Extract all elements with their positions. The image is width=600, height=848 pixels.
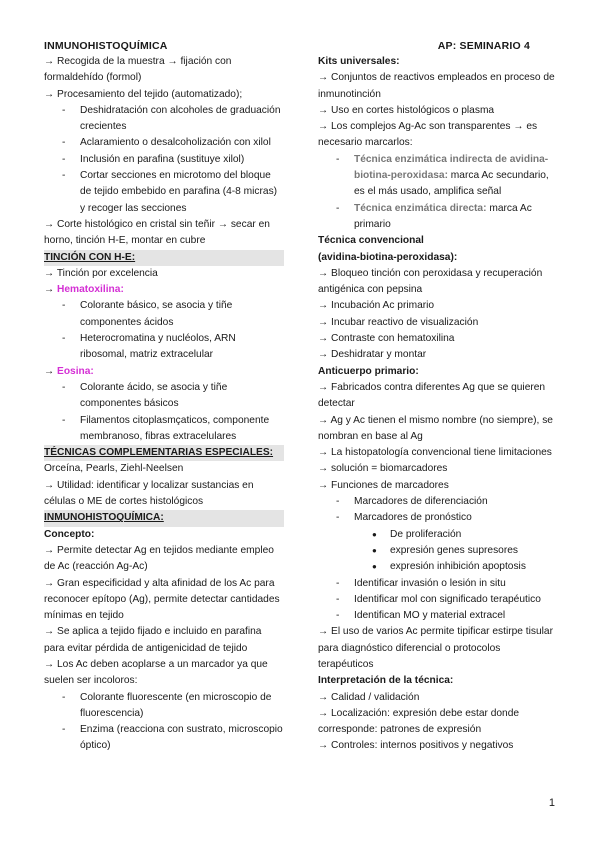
list-item: - Marcadores de pronóstico [318,510,558,526]
arrow-text: → [44,365,58,377]
conventional-subheading: (avidina-biotina-peroxidasa): [318,251,458,263]
list-item: - Identificar invasión o lesión in situ [318,576,558,592]
list-item: - Inclusión en parafina (sustituye xilol) [44,152,284,168]
technique-direct-text: marca Ac primario [354,202,532,230]
arrow-text: → [44,284,58,296]
list-item: - Enzima (reacciona con sustrato, microscopio óptico) [44,722,284,755]
paragraph-kits-3: → Los complejos Ag-Ac son transparentes → es necesario marcarlos: [318,121,538,149]
list-item [318,152,558,201]
paragraph-step: → Contraste con hematoxilina [318,333,455,345]
paragraph-antibody-5: → El uso de varios Ac permite tipificar estirpe tisular para diagnóstico diferencial o protocolos terapéuticos [318,626,553,670]
list-item [318,201,558,234]
paragraph-step: → Incubar reactivo de visualización [318,316,479,328]
paragraph-utility: → Utilidad: identificar y localizar sustancias en células o ME de cortes histológicos [44,479,254,508]
list-item: - Marcadores de diferenciación [318,494,558,510]
list-item: - Colorante ácido, se asocia y tiñe componentes básicos [44,380,284,413]
paragraph-step: → Bloqueo tinción con peroxidasa y recuperación antigénica con pepsina [318,267,543,296]
paragraph-concept-4: → Los Ac deben acoplarse a un marcador ya que suelen ser incoloros: [44,658,268,687]
paragraph-kits-2: → Uso en cortes histológicos o plasma [318,104,495,116]
paragraph-he: → Tinción por excelencia [44,267,158,279]
paragraph-concept-1: → Permite detectar Ag en tejidos mediante empleo de Ac (reacción Ag-Ac) [44,544,274,573]
section-heading-he: TINCIÓN CON H-E: [44,250,284,266]
paragraph-interp-2: → Localización: expresión debe estar donde corresponde: patrones de expresión [318,707,520,736]
left-column [44,54,284,755]
paragraph-interp-3: → Controles: internos positivos y negativos [318,740,514,752]
kits-heading: Kits universales: [318,56,400,67]
list-item: - Identificar mol con significado terapéutico [318,592,558,608]
hematoxylin-heading [44,282,284,298]
concept-heading: Concepto: [44,528,95,540]
paragraph-antibody-2: → Ag y Ac tienen el mismo nombre (no siempre), se nombran en base al Ag [318,414,553,442]
sub-list-item: ● De proliferación [318,527,558,543]
paragraph-antibody-3: → La histopatología convencional tiene limitaciones → solución = biomarcadores [318,447,552,475]
list-item: - Colorante fluorescente (en microscopio de fluorescencia) [44,690,284,723]
conventional-heading: Técnica convencional [318,235,424,247]
sub-list-item: ● expresión inhibición apoptosis [318,559,558,575]
list-item: - Colorante básico, se asocia y tiñe componentes ácidos [44,298,284,331]
header-title-left: INMUNOHISTOQUÍMICA [44,40,168,52]
paragraph-antibody-4: → Funciones de marcadores [318,479,449,491]
paragraph-kits-1: → Conjuntos de reactivos empleados en proceso de inmunotinción [318,72,555,100]
paragraph-concept-3: → Se aplica a tejido fijado e incluido en parafina para evitar pérdida de antigenicidad de tejido [44,626,262,654]
paragraph-stains: Orceína, Pearls, Ziehl-Neelsen [44,463,184,475]
list-item: - Identifican MO y material extracel [318,608,558,624]
eosin-label: Eosina: [57,365,94,377]
list-item: - Deshidratación con alcoholes de graduación crecientes [44,103,284,136]
paragraph-antibody-1: → Fabricados contra diferentes Ag que se quieren detectar [318,381,546,410]
primary-antibody-heading: Anticuerpo primario: [318,365,419,377]
paragraph-interp-1: → Calidad / validación [318,691,420,703]
technique-indirect-text: marca Ac secundario, es el más usado, amplifica señal [354,170,549,198]
sub-list-item: ● expresión genes supresores [318,543,558,559]
paragraph-collection: → Recogida de la muestra → fijación con formaldehído (formol) [44,56,232,84]
technique-indirect-label: Técnica enzimática indirecta de avidina-biotina-peroxidasa: [354,153,549,182]
list-item: - Cortar secciones en microtomo del bloque de tejido embebido en parafina (4-8 micras) y recoger las secciones [44,168,284,217]
paragraph-cut: → Corte histológico en cristal sin teñir → secar en horno, tinción H-E, montar en cubre [44,218,270,247]
section-heading-techniques: TÉCNICAS COMPLEMENTARIAS ESPECIALES: [44,445,284,461]
list-item: - Filamentos citoplasmçaticos, componente membranoso, fibras extracelulares [44,413,284,446]
paragraph-processing: → Procesamiento del tejido (automatizado); [44,88,243,100]
page-number: 1 [548,797,555,809]
paragraph-step: → Deshidratar y montar [318,349,427,361]
eosin-heading [44,364,284,380]
hematoxylin-label: Hematoxilina: [57,284,124,296]
interpretation-heading: Interpretación de la técnica: [318,675,454,687]
paragraph-concept-2: → Gran especificidad y alta afinidad de los Ac para reconocer epítopo (Ag), permite detectar cantidades mínimas en tejido [44,577,280,622]
right-column [318,54,558,755]
header-title-right: AP: SEMINARIO 4 [437,40,530,52]
section-heading-ihq: INMUNOHISTOQUÍMICA: [44,510,284,526]
list-item: - Heterocromatina y nucléolos, ARN ribosomal, matriz extracelular [44,331,284,364]
list-item: - Aclaramiento o desalcoholización con xilol [44,135,284,151]
paragraph-step: → Incubación Ac primario [318,300,435,312]
technique-direct-label: Técnica enzimática directa: [354,202,487,214]
